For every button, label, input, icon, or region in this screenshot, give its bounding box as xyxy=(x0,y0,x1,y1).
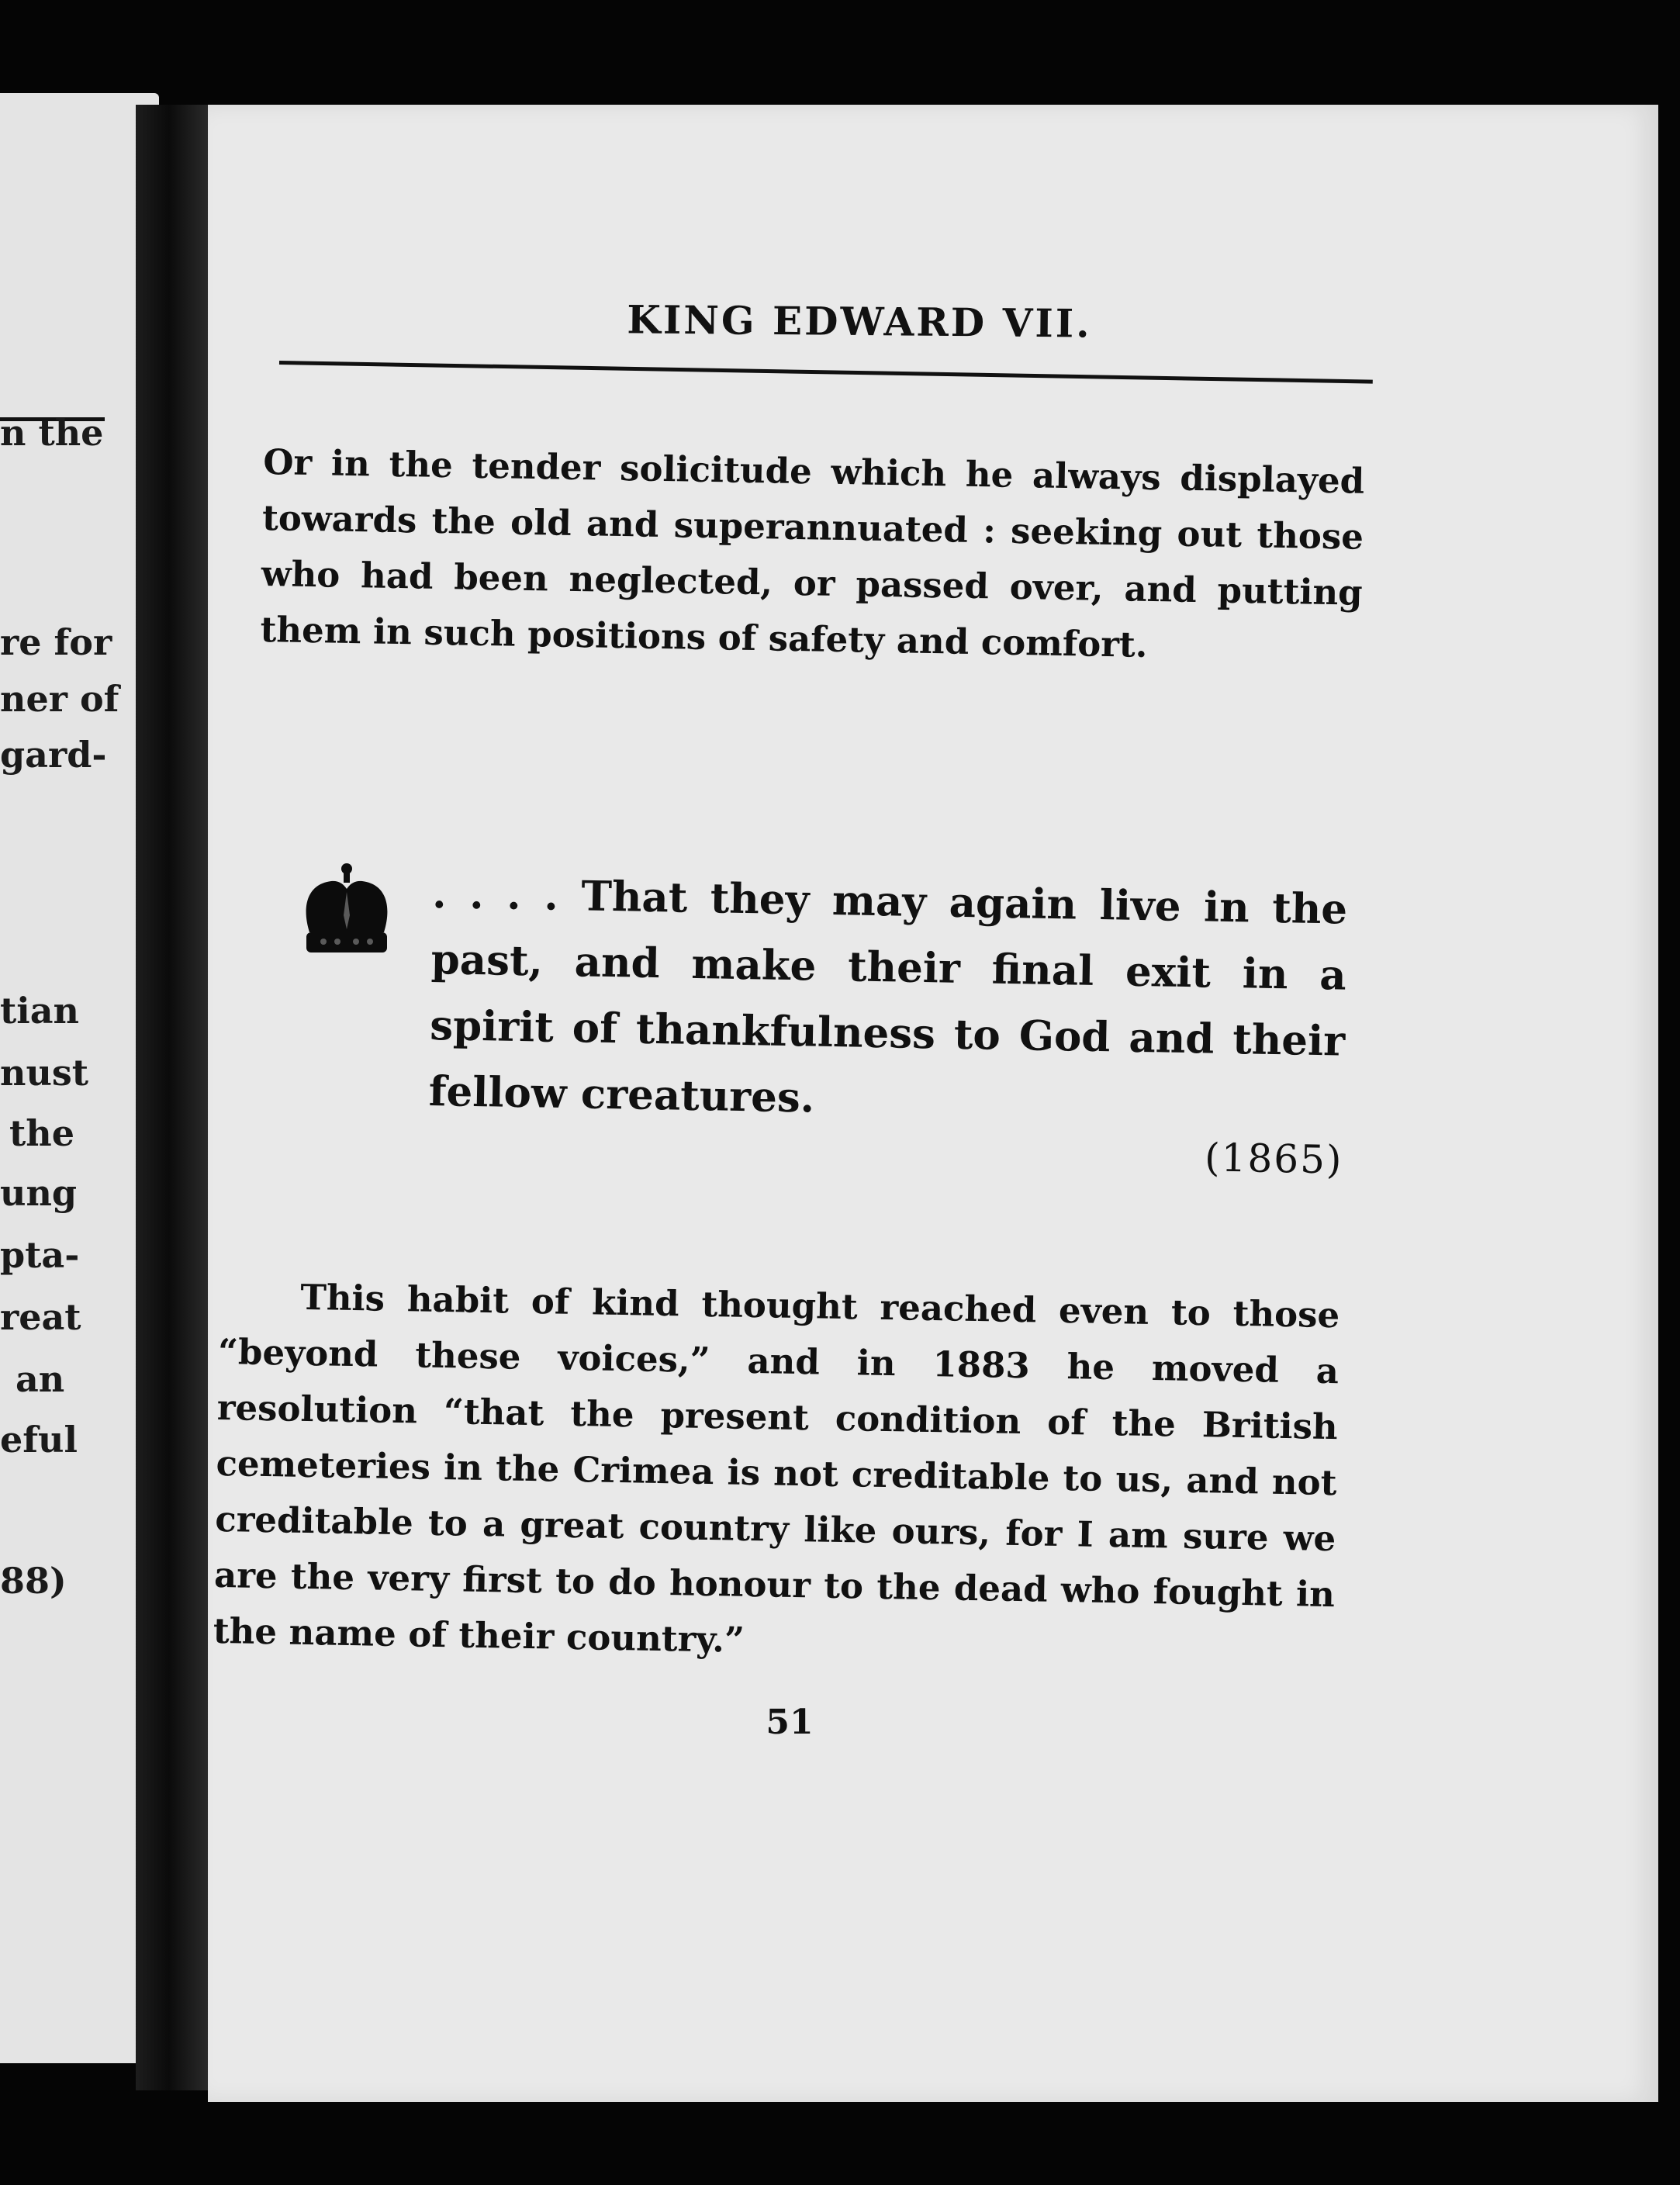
book-page xyxy=(208,105,1658,2102)
quotation-block xyxy=(427,861,1348,1184)
paragraph-cemeteries: This habit of kind thought reached even to those “beyond these voices,” and in 1883 he moved a resolution “that the present condition of the British cemeteries in the Crimea is not creditable to us, and not creditable to a great country like ours, for I am sure we are the very first to do honour to the dead who fought in the name of their country.” xyxy=(213,1276,1340,1661)
previous-page-fragment: ner of xyxy=(0,678,119,720)
previous-page-fragment: gard- xyxy=(0,734,107,776)
running-head-rule xyxy=(279,361,1373,384)
quotation-year: (1865) xyxy=(1204,1135,1343,1183)
previous-page-fragment: the xyxy=(9,1112,74,1154)
previous-page-fragment: pta- xyxy=(0,1234,80,1276)
previous-page-fragment: 88) xyxy=(0,1560,67,1602)
crown-icon xyxy=(299,861,394,962)
running-head: KING EDWARD VII. xyxy=(627,296,1092,347)
previous-page-fragment: re for xyxy=(0,621,112,663)
previous-page-fragment: n the xyxy=(0,412,104,454)
previous-page-fragment: nust xyxy=(0,1052,89,1094)
previous-page-fragment: eful xyxy=(0,1419,78,1461)
previous-page-fragment: tian xyxy=(0,990,79,1032)
quotation-text: . . . . That they may again live in the past, and make their final exit in a spirit of thankfulness to God and their fellow creatures. xyxy=(428,869,1348,1122)
previous-page-fragment: reat xyxy=(0,1296,81,1338)
previous-page-fragment: an xyxy=(16,1358,65,1400)
paragraph-solicitude: Or in the tender solicitude which he always displayed towards the old and superannuated : seeking out those who had been neglected, or passed over, and putting them in such positions of safety and comfort. xyxy=(260,441,1365,666)
page-number: 51 xyxy=(766,1703,814,1742)
book-gutter-shadow xyxy=(136,105,209,2090)
previous-page-fragment: ung xyxy=(0,1172,78,1214)
